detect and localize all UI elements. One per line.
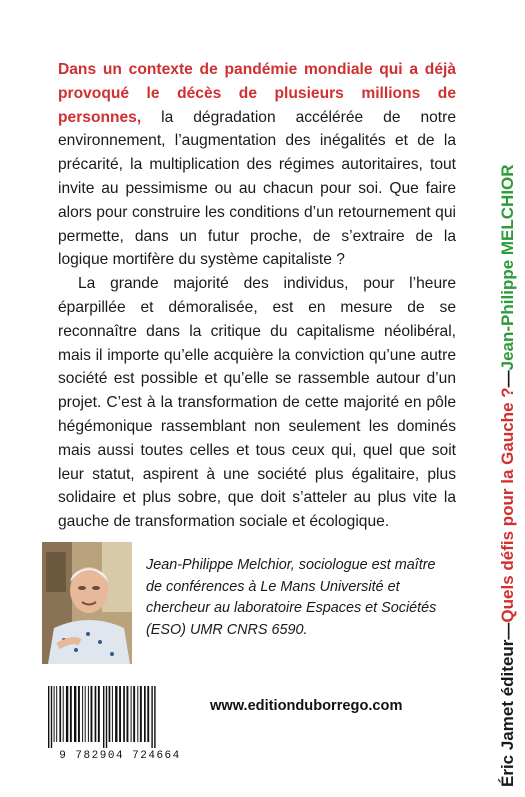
- barcode-bar: [137, 686, 138, 742]
- spine-author: Jean-Philippe MELCHIOR: [497, 164, 517, 371]
- blurb-paragraph-1-rest: la dégradation accélérée de notre environnement, l’augmentation des inégalités et de la précarité, la multiplication des régimes autoritaires, tout invite au pessimisme ou au chacun pour soi. Que faire alors pour construire les conditions d’un retournement qui permette, dans un futur proche, de s’extraire de la logique mortifère du système capitaliste ?: [58, 108, 456, 269]
- spine-dash-2: —: [497, 370, 517, 388]
- author-photo: [42, 542, 132, 664]
- blurb-lead: Dans un contexte de pandémie mondiale qui a déjà provoqué le décès de plusieurs millions de personnes,: [58, 61, 456, 126]
- barcode-bar: [48, 686, 49, 748]
- barcode-bar: [119, 686, 121, 742]
- barcode-bar: [70, 686, 72, 742]
- barcode-bar: [112, 686, 113, 742]
- blurb-paragraph-1: [58, 58, 456, 272]
- barcode-bar: [78, 686, 80, 742]
- barcode-bar: [144, 686, 146, 742]
- barcode-bar: [54, 686, 55, 742]
- barcode-digits: 9 782904 724664: [59, 750, 181, 762]
- barcode-bar: [140, 686, 142, 742]
- barcode-bar: [106, 686, 107, 748]
- barcode-bar: [131, 686, 132, 742]
- barcode-bar: [66, 686, 68, 742]
- barcode-bar: [56, 686, 57, 742]
- spine: [490, 0, 525, 797]
- barcode-bar: [127, 686, 129, 742]
- barcode-bar: [91, 686, 93, 742]
- publisher-website[interactable]: www.editionduborrego.com: [210, 698, 403, 714]
- blurb-paragraph-2: La grande majorité des individus, pour l’heure éparpillée et démoralisée, est en mesure de se reconnaître dans la critique du capitalisme néolibéral, mais il importe qu’elle acquière la conviction qu’une autre société est possible et qu’elle se rassemble autour d’un projet. C’est à la transformation de cette majorité en pôle hégémonique rassemblant non seulement les dominés mais aussi toutes celles et tous ceux qui, quel que soit leur statut, aspirent à une société plus égalitaire, plus solidaire et plus sobre, que doit s’atteler au plus vite la gauche de transformation sociale et écologique.: [58, 275, 456, 531]
- barcode-bar: [123, 686, 125, 742]
- spine-dash-1: —: [497, 622, 517, 640]
- barcode-bar: [85, 686, 86, 742]
- spine-title: Quels défis pour la Gauche ?: [497, 387, 517, 623]
- barcode-bar: [88, 686, 89, 742]
- barcode-bar: [63, 686, 64, 742]
- author-portrait-image: [42, 542, 132, 664]
- barcode-bar: [151, 686, 152, 748]
- spine-publisher: Éric Jamet éditeur: [497, 639, 517, 787]
- blurb: [58, 58, 456, 534]
- barcode-bar: [133, 686, 135, 742]
- barcode-bar: [82, 686, 83, 742]
- barcode-bar: [147, 686, 149, 742]
- barcode-bars: [40, 684, 200, 748]
- barcode-bar: [51, 686, 52, 748]
- barcode-bar: [103, 686, 104, 748]
- barcode-bar: [59, 686, 61, 742]
- barcode-bar: [98, 686, 100, 742]
- spine-text: [490, 0, 525, 797]
- barcode-bar: [154, 686, 155, 748]
- author-bio: Jean-Philippe Melchior, sociologue est maître de conférences à Le Mans Université et chercheur au laboratoire Espaces et Sociétés (ESO) UMR CNRS 6590.: [146, 557, 437, 639]
- barcode-bar: [109, 686, 111, 742]
- barcode-bar: [115, 686, 117, 742]
- isbn-barcode: [40, 684, 200, 768]
- barcode-bar: [95, 686, 97, 742]
- barcode-bar: [74, 686, 76, 742]
